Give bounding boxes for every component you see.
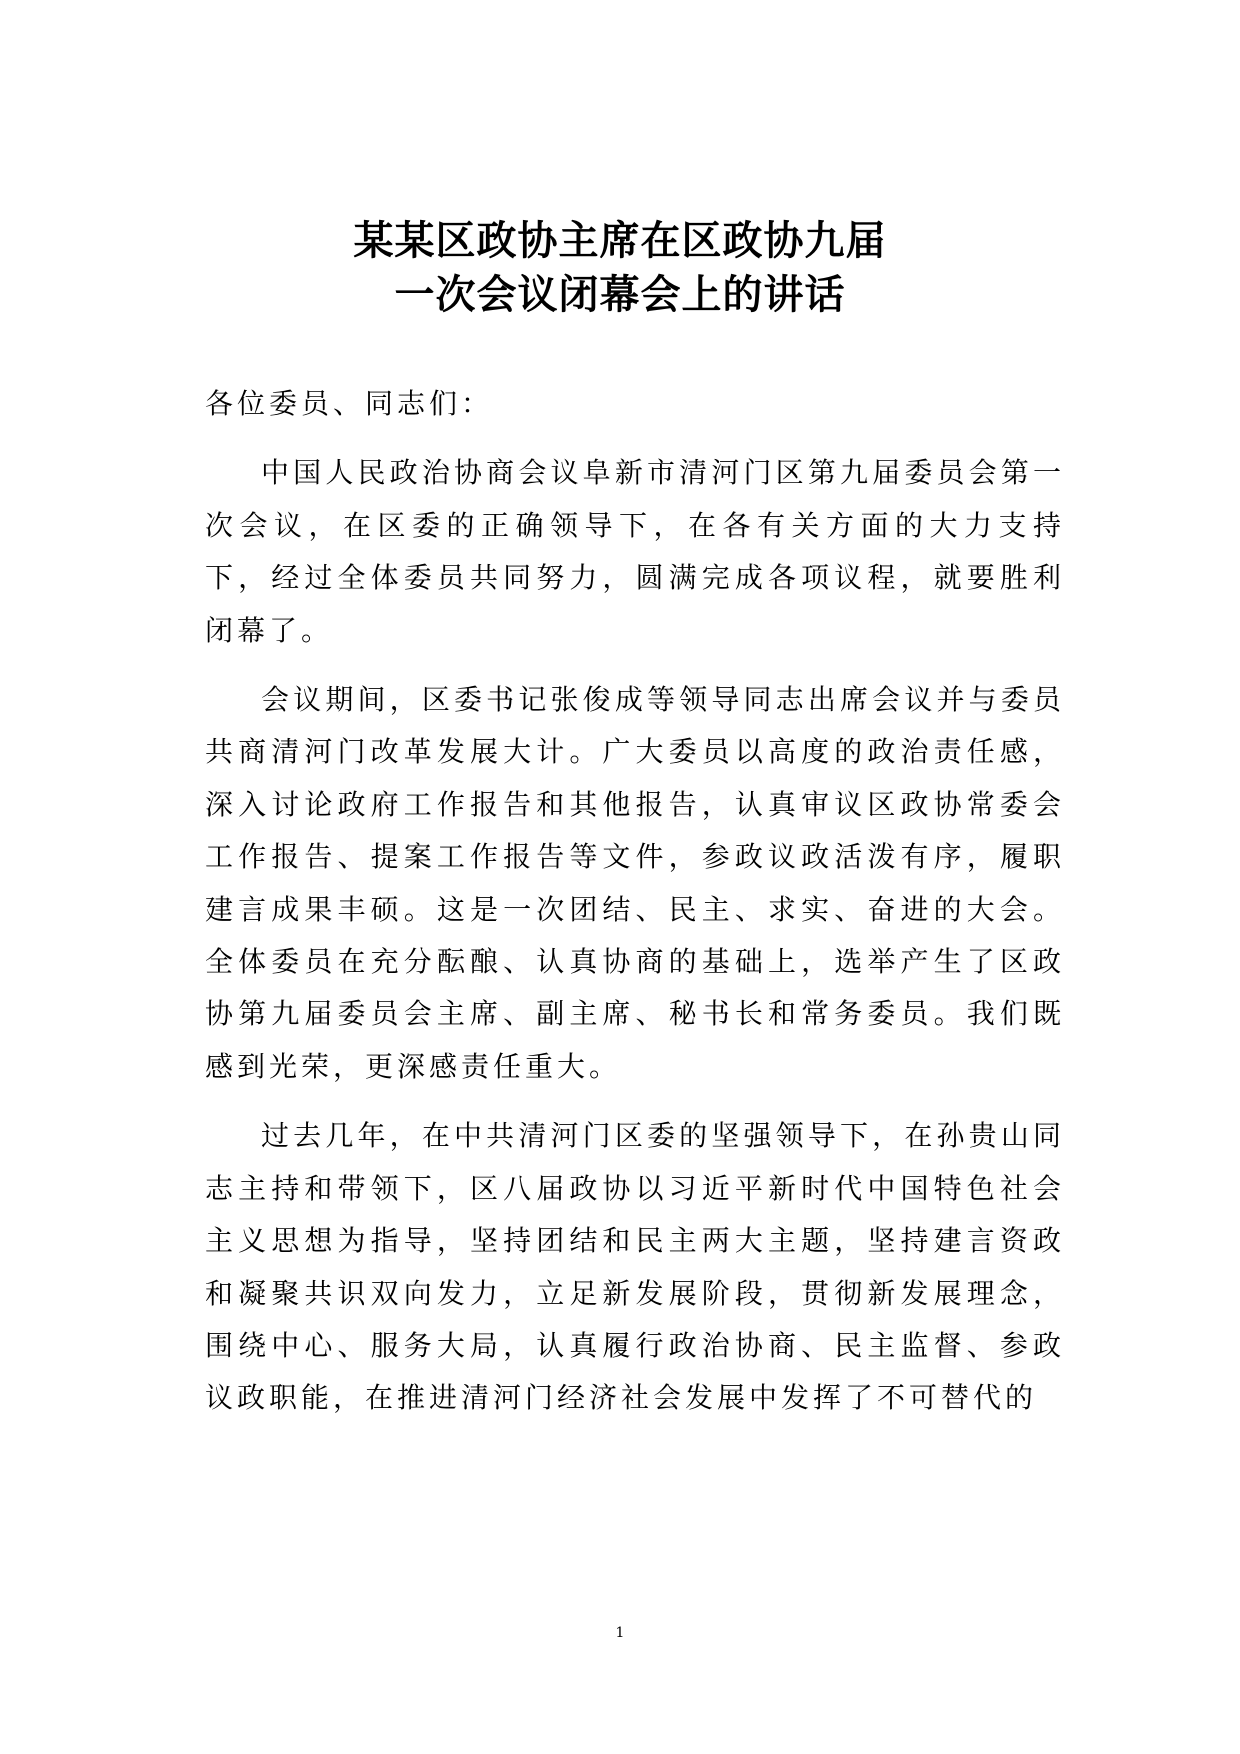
paragraph-3: 过去几年，在中共清河门区委的坚强领导下，在孙贵山同志主持和带领下，区八届政协以习近平新时代中国特色社会主义思想为指导，坚持团结和民主两大主题，坚持建言资政和凝聚共识双向发力，立足新发展阶段，贯彻新发展理念，围绕中心、服务大局，认真履行政治协商、民主监督、参政议政职能，在推进清河门经济社会发展中发挥了不可替代的 (205, 1119, 1065, 1415)
page-number: 1 (615, 1625, 625, 1641)
document-body (205, 378, 1065, 1442)
paragraph-1: 中国人民政治协商会议阜新市清河门区第九届委员会第一次会议，在区委的正确领导下，在各有关方面的大力支持下，经过全体委员共同努力，圆满完成各项议程，就要胜利闭幕了。 (205, 456, 1065, 647)
paragraph-2: 会议期间，区委书记张俊成等领导同志出席会议并与委员共商清河门改革发展大计。广大委员以高度的政治责任感，深入讨论政府工作报告和其他报告，认真审议区政协常委会工作报告、提案工作报告等文件，参政议政活泼有序，履职建言成果丰硕。这是一次团结、民主、求实、奋进的大会。全体委员在充分酝酿、认真协商的基础上，选举产生了区政协第九届委员会主席、副主席、秘书长和常务委员。我们既感到光荣，更深感责任重大。 (205, 683, 1065, 1083)
title-line-1: 某某区政协主席在区政协九届 (353, 218, 887, 264)
salutation: 各位委员、同志们： (205, 387, 494, 420)
document-title (160, 214, 1080, 322)
title-line-2: 一次会议闭幕会上的讲话 (394, 272, 846, 318)
